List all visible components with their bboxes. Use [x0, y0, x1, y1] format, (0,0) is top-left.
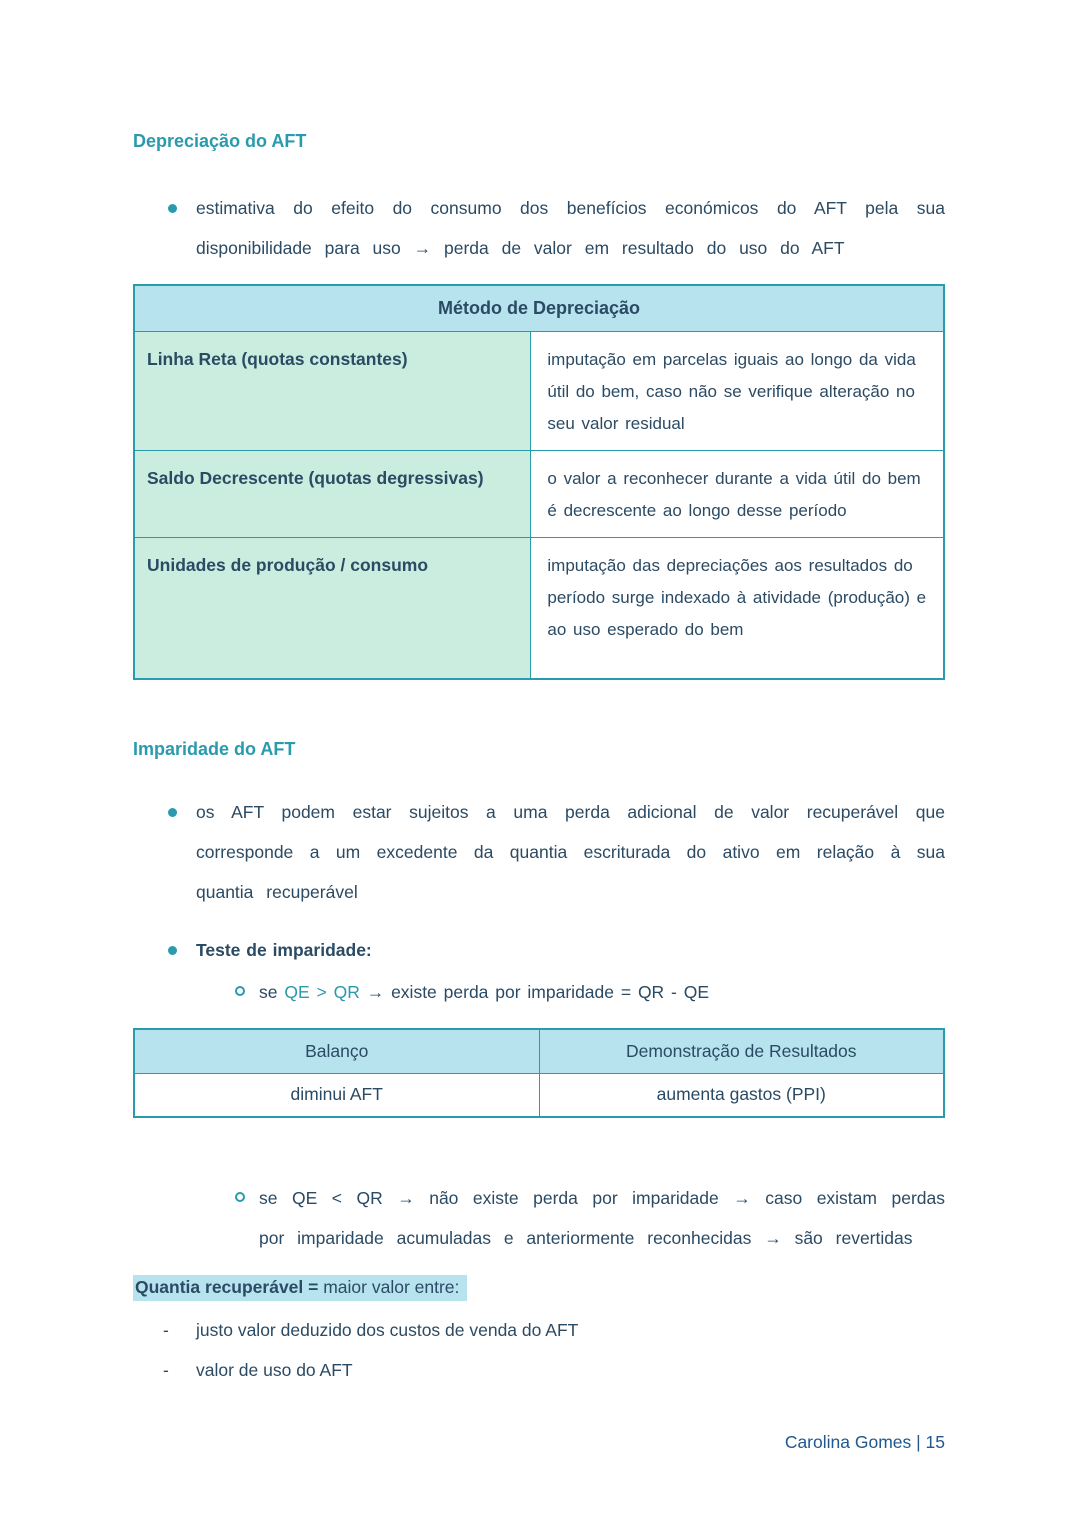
bullet-dot-icon [168, 946, 177, 955]
impairment-effect-table [133, 1028, 945, 1118]
dash-bullet-icon: - [163, 1320, 169, 1340]
table-row [134, 537, 944, 679]
table-row [134, 1073, 944, 1117]
imparidade-bullet-text: os AFT podem estar sujeitos a uma perda adicional de valor recuperável que corresponde a um excedente da quantia escriturada do ativo em relação à sua quantia recuperável [196, 802, 945, 902]
table-row [134, 331, 944, 450]
section-heading-imparidade: Imparidade do AFT [133, 739, 296, 759]
condition-formula: QE > QR [284, 982, 360, 1002]
hollow-circle-bullet-icon [235, 986, 245, 996]
bullet-item [133, 930, 945, 970]
teste-imparidade-label: Teste de imparidade: [196, 940, 372, 960]
impairment-test-condition-1 [259, 972, 945, 1012]
bullet-item [133, 792, 945, 912]
list-item [133, 1350, 945, 1390]
recoverable-amount-list [133, 1310, 945, 1390]
highlighted-text [133, 1275, 467, 1301]
sub-bullet-item [133, 1178, 945, 1258]
method-cell: Saldo Decrescente (quotas degressivas) [134, 450, 531, 537]
sub-bullet-item [133, 972, 945, 1012]
bullet-dot-icon [168, 808, 177, 817]
page-footer: Carolina Gomes | 15 [784, 1432, 945, 1452]
resultados-value-cell: aumenta gastos (PPI) [539, 1073, 944, 1117]
condition-prefix: se [259, 982, 285, 1002]
balanco-header-cell: Balanço [134, 1029, 539, 1073]
table-header-row [134, 1029, 944, 1073]
description-cell: o valor a reconhecer durante a vida útil do bem é decrescente ao longo desse período [531, 450, 944, 537]
method-cell: Linha Reta (quotas constantes) [134, 331, 531, 450]
condition-result: → existe perda por imparidade = QR - QE [359, 982, 710, 1002]
bullet-item [133, 188, 945, 268]
method-cell: Unidades de produção / consumo [134, 537, 531, 679]
fair-value-item-text: justo valor deduzido dos custos de venda do AFT [196, 1320, 579, 1340]
depreciation-method-table [133, 284, 945, 680]
quantia-recuperavel-line [133, 1272, 945, 1302]
page-content [133, 0, 945, 1390]
dash-bullet-icon: - [163, 1360, 169, 1380]
section-heading-depreciacao: Depreciação do AFT [133, 131, 307, 151]
table-row [134, 450, 944, 537]
balanco-value-cell: diminui AFT [134, 1073, 539, 1117]
depreciation-table-title: Método de Depreciação [134, 285, 944, 331]
quantia-recuperavel-rest: maior valor entre: [318, 1277, 460, 1297]
table-title-row [134, 285, 944, 331]
value-in-use-item-text: valor de uso do AFT [196, 1360, 353, 1380]
list-item [133, 1310, 945, 1350]
hollow-circle-bullet-icon [235, 1192, 245, 1202]
description-cell: imputação das depreciações aos resultados do período surge indexado à atividade (produção) e ao uso esperado do bem [531, 537, 944, 679]
impairment-test-condition-2: se QE < QR → não existe perda por imparidade → caso existam perdas por imparidade acumuladas e anteriormente reconhecidas → são revertidas [259, 1188, 945, 1248]
bullet-dot-icon [168, 204, 177, 213]
depreciacao-bullet-text: estimativa do efeito do consumo dos benefícios económicos do AFT pela sua disponibilidade para uso → perda de valor em resultado do uso do AFT [196, 198, 945, 258]
quantia-recuperavel-bold: Quantia recuperável = [135, 1277, 319, 1297]
resultados-header-cell: Demonstração de Resultados [539, 1029, 944, 1073]
description-cell: imputação em parcelas iguais ao longo da vida útil do bem, caso não se verifique alteração no seu valor residual [531, 331, 944, 450]
